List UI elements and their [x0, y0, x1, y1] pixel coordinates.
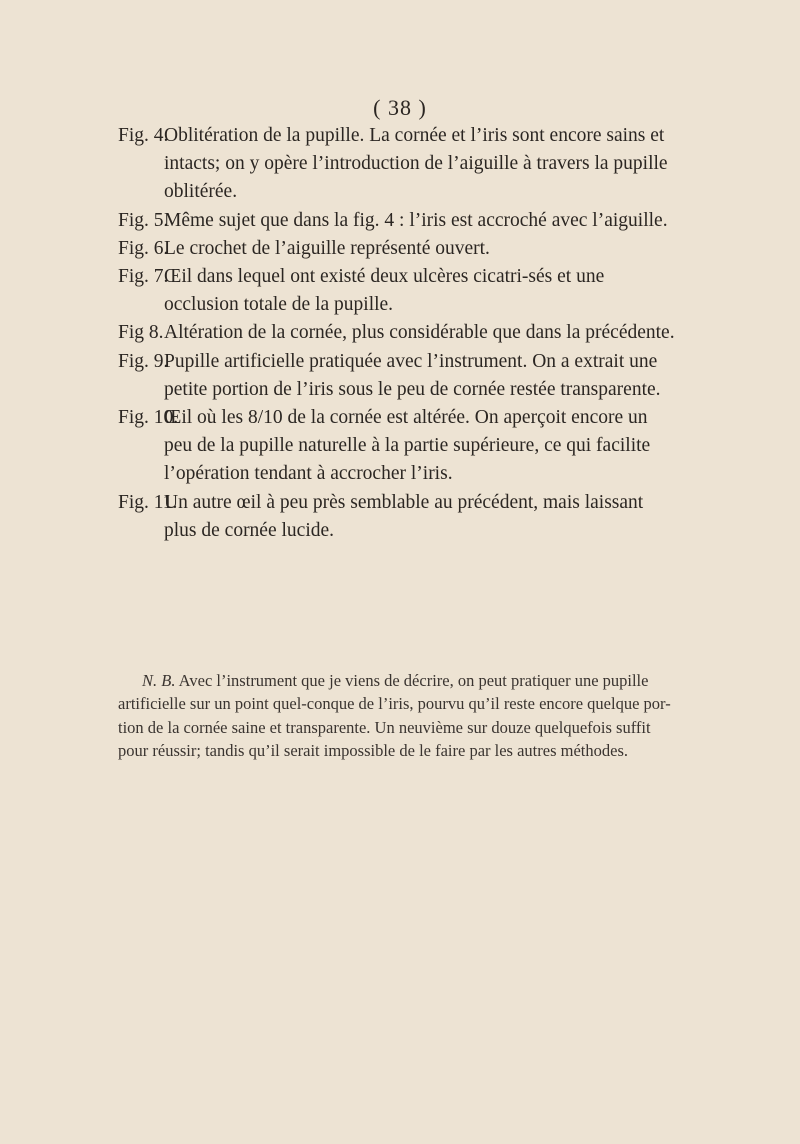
- figure-caption: [118, 122, 678, 207]
- figure-caption: [118, 263, 678, 319]
- figure-label: Fig. 6.: [118, 237, 169, 259]
- figure-caption: [118, 235, 678, 263]
- figure-description: Œil où les 8/10 de la cornée est altérée. On aperçoit encore un peu de la pupille naturelle à la partie supérieure, ce qui facilite l’opération tendant à accrocher l’iris.: [164, 407, 651, 485]
- figure-label: Fig. 5.: [118, 209, 169, 231]
- nota-bene-paragraph: [118, 669, 678, 763]
- figure-description: Oblitération de la pupille. La cornée et l’iris sont encore sains et intacts; on y opère l’introduction de l’aiguille à travers la pupille oblitérée.: [164, 125, 668, 203]
- figure-label: Fig. 4.: [118, 125, 169, 146]
- figure-label: Fig. 11.: [118, 491, 178, 513]
- nota-bene-text: Avec l’instrument que je viens de décrire, on peut pratiquer une pupille artificielle sur un point quel-conque de l’iris, pourvu qu’il reste encore quelque por-tion de la cornée saine et transparente. Un neuvième sur douze quelquefois suffit pour réussir; tandis qu’il serait impossible de le faire par les autres méthodes.: [118, 670, 671, 760]
- figure-label: Fig. 10.: [118, 407, 179, 429]
- figure-caption: [118, 489, 678, 545]
- figure-caption: [118, 319, 678, 347]
- figure-description: Pupille artificielle pratiquée avec l’instrument. On a extrait une petite portion de l’iris sous le peu de cornée restée transparente.: [164, 350, 661, 400]
- figure-caption-list: [118, 122, 678, 545]
- figure-label: Fig. 7.: [118, 266, 169, 288]
- figure-caption: [118, 207, 678, 235]
- figure-label: Fig. 9.: [118, 350, 169, 372]
- figure-description: Œil dans lequel ont existé deux ulcères cicatri-sés et une occlusion totale de la pupille.: [164, 266, 605, 316]
- figure-description: Un autre œil à peu près semblable au précédent, mais laissant plus de cornée lucide.: [164, 491, 644, 541]
- figure-description: Altération de la cornée, plus considérable que dans la précédente.: [164, 322, 675, 344]
- figure-description: Même sujet que dans la fig. 4 : l’iris est accroché avec l’aiguille.: [164, 209, 668, 231]
- figure-label: Fig 8.: [118, 322, 164, 344]
- nota-bene-label: N. B.: [142, 670, 176, 690]
- figure-caption: [118, 404, 678, 489]
- figure-caption: [118, 348, 678, 404]
- page-number: ( 38 ): [373, 95, 427, 120]
- figure-description: Le crochet de l’aiguille représenté ouvert.: [164, 237, 490, 259]
